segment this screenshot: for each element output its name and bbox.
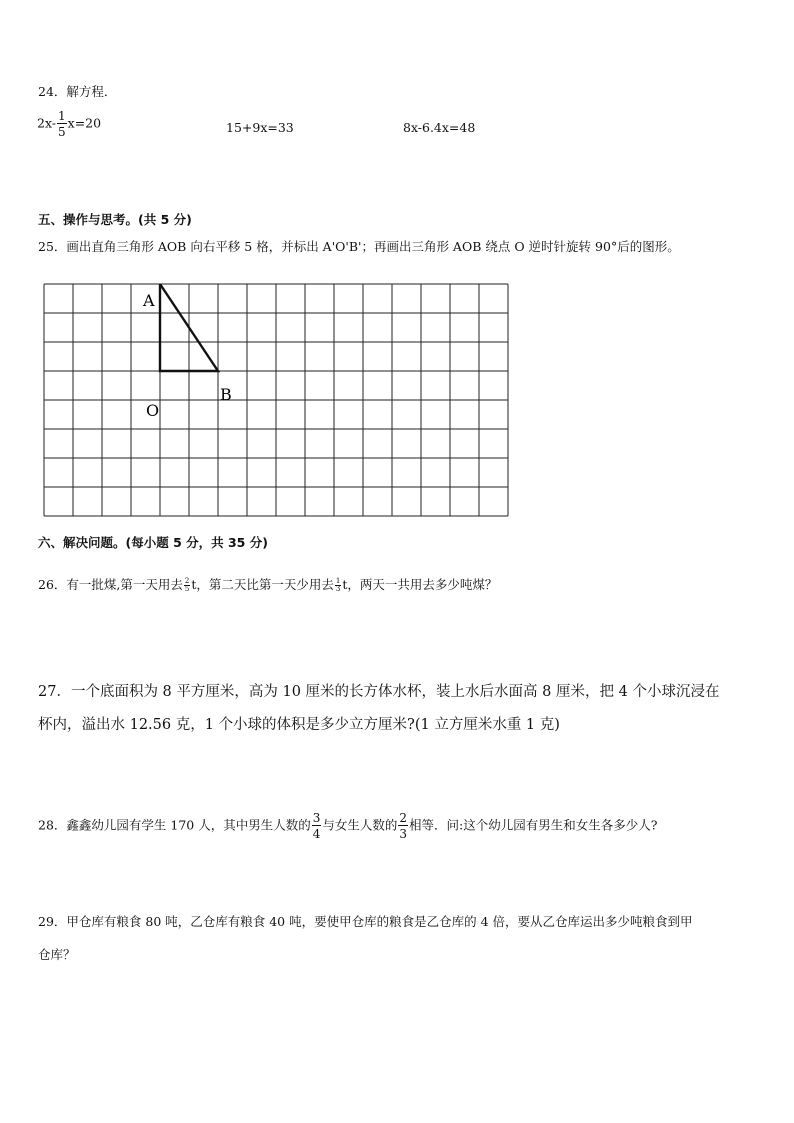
fraction-numerator: 2	[184, 577, 190, 585]
question-27-line-1: 27．一个底面积为 8 平方厘米，高为 10 厘米的长方体水杯，装上水后水面高 8 厘米，把 4 个小球沉浸在	[38, 684, 720, 700]
fraction-denominator: 3	[335, 585, 341, 593]
question-28-part-b: 与女生人数的	[322, 817, 398, 833]
fraction-numerator: 1	[335, 577, 341, 585]
equation-2: 15+9x=33	[226, 120, 294, 135]
question-29-line-1: 29．甲仓库有粮食 80 吨，乙仓库有粮食 40 吨，要使甲仓库的粮食是乙仓库的 4 倍，要从乙仓库运出多少吨粮食到甲	[38, 914, 693, 929]
equation-1-suffix: x=20	[67, 115, 102, 131]
question-28-part-c: 相等．问:这个幼儿园有男生和女生各多少人?	[409, 817, 658, 833]
fraction-denominator: 3	[399, 827, 408, 841]
question-28	[38, 812, 657, 840]
fraction-two-thirds	[398, 812, 408, 840]
question-26	[38, 578, 497, 593]
section-6-title: 六、解决问题。(每小题 5 分，共 35 分)	[38, 535, 268, 550]
fraction-numerator: 2	[399, 811, 408, 825]
grid-lines	[44, 284, 508, 516]
fraction-one-third	[335, 578, 341, 593]
fraction-denominator: 5	[58, 125, 66, 139]
question-26-part-a: 26．有一批煤,第一天用去	[38, 577, 183, 592]
equation-1-prefix: 2x-	[37, 115, 57, 131]
question-29-line-2: 仓库？	[38, 947, 76, 962]
equation-3: 8x-6.4x=48	[403, 120, 476, 135]
label-o: O	[146, 401, 160, 420]
question-26-part-c: t，两天一共用去多少吨煤？	[342, 577, 498, 592]
fraction-denominator: 4	[312, 827, 321, 841]
label-a: A	[143, 291, 155, 310]
label-b: B	[220, 385, 232, 404]
question-24-heading: 24．解方程．	[38, 84, 117, 99]
question-25-text: 25．画出直角三角形 AOB 向右平移 5 格，并标出 A'O'B'；再画出三角形 AOB 绕点 O 逆时针旋转 90°后的图形。	[38, 239, 680, 254]
fraction-numerator: 1	[58, 109, 66, 123]
fraction-two-fifths	[184, 578, 190, 593]
fraction-one-fifth	[57, 110, 67, 138]
fraction-numerator: 3	[312, 811, 321, 825]
question-27-line-2: 杯内，溢出水 12.56 克，1 个小球的体积是多少立方厘米?(1 立方厘米水重 1 克)	[38, 717, 560, 733]
section-5-title: 五、操作与思考。(共 5 分)	[38, 212, 192, 227]
fraction-denominator: 5	[184, 585, 190, 593]
fraction-three-fourths	[312, 812, 322, 840]
equation-1	[37, 110, 101, 138]
question-26-part-b: t，第二天比第一天少用去	[191, 577, 334, 592]
grid-figure	[40, 280, 510, 520]
question-28-part-a: 28．鑫鑫幼儿园有学生 170 人，其中男生人数的	[38, 817, 311, 833]
